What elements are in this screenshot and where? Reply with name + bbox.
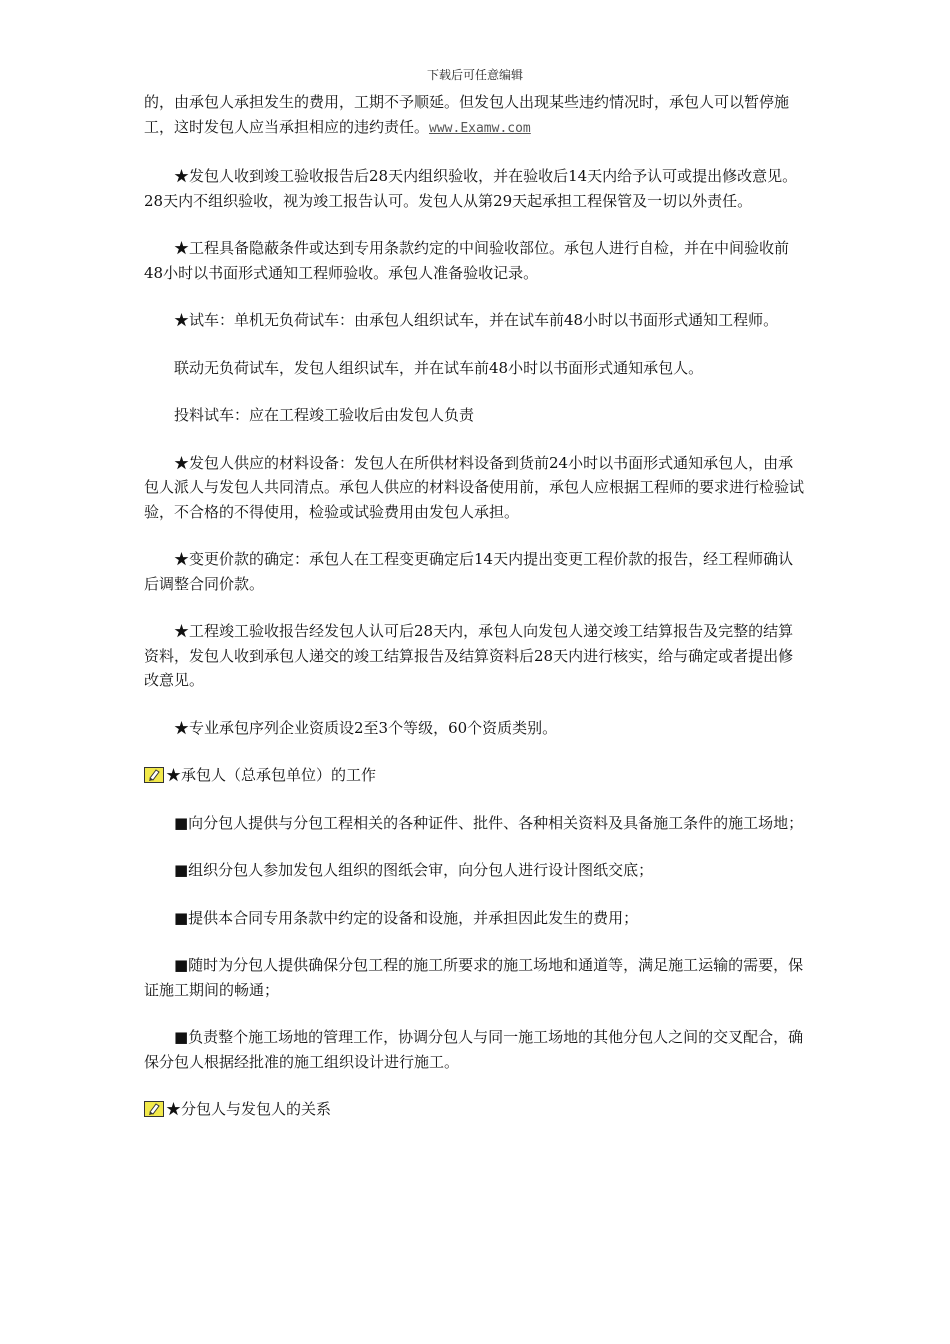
page-header: 下载后可任意编辑 [426,68,523,82]
paragraph: ★发包人收到竣工验收报告后28天内组织验收，并在验收后14天内给予认可或提出修改意见。28天内不组织验收，视为竣工报告认可。发包人从第29天起承担工程保管及一切以外责任。 [144,167,798,210]
document-body [144,90,808,1145]
list-item: ■组织分包人参加发包人组织的图纸会审，向分包人进行设计图纸交底； [174,861,654,879]
paragraph-text: 的，由承包人承担发生的费用，工期不予顺延。但发包人出现某些违约情况时，承包人可以暂停施工，这时发包人应当承担相应的违约责任。 [144,93,790,136]
paragraph: ★变更价款的确定：承包人在工程变更确定后14天内提出变更工程价款的报告，经工程师确认后调整合同价款。 [144,550,794,593]
paragraph: ★工程竣工验收报告经发包人认可后28天内，承包人向发包人递交竣工结算报告及完整的结算资料，发包人收到承包人递交的竣工结算报告及结算资料后28天内进行核实，给与确定或者提出修改意见。 [144,622,794,689]
paragraph: ★工程具备隐蔽条件或达到专用条款约定的中间验收部位。承包人进行自检，并在中间验收前48小时以书面形式通知工程师验收。承包人准备验收记录。 [144,239,790,282]
list-item: ■随时为分包人提供确保分包工程的施工所要求的施工场地和通道等，满足施工运输的需要，保证施工期间的畅通； [144,956,804,999]
paragraph: 投料试车：应在工程竣工验收后由发包人负责 [174,406,475,424]
paragraph: ★试车：单机无负荷试车：由承包人组织试车，并在试车前48小时以书面形式通知工程师。 [174,311,779,329]
list-item: ■提供本合同专用条款中约定的设备和设施，并承担因此发生的费用； [174,908,639,927]
pencil-note-icon [144,1101,164,1117]
paragraph: 联动无负荷试车，发包人组织试车，并在试车前48小时以书面形式通知承包人。 [174,358,704,377]
paragraph: ★专业承包序列企业资质设2至3个等级，60个资质类别。 [174,718,558,737]
paragraph: ★发包人供应的材料设备：发包人在所供材料设备到货前24小时以书面形式通知承包人，由承包人派人与发包人共同清点。承包人供应的材料设备使用前，承包人应根据工程师的要求进行检验试验，不合格的不得使用，检验或试验费用由发包人承担。 [144,453,805,521]
list-item: ■负责整个施工场地的管理工作，协调分包人与同一施工场地的其他分包人之间的交叉配合，确保分包人根据经批准的施工组织设计进行施工。 [144,1028,804,1071]
section-heading-contractor-duties [144,763,808,788]
heading-text: ★承包人（总承包单位）的工作 [166,766,377,784]
examw-link[interactable]: www.Examw.com [429,120,531,136]
heading-text: ★分包人与发包人的关系 [166,1100,332,1118]
paragraph [144,90,808,141]
list-item: ■向分包人提供与分包工程相关的各种证件、批件、各种相关资料及具备施工条件的施工场地； [174,813,804,832]
section-heading-subcontractor-relation [144,1097,808,1122]
pencil-note-icon [144,767,164,783]
